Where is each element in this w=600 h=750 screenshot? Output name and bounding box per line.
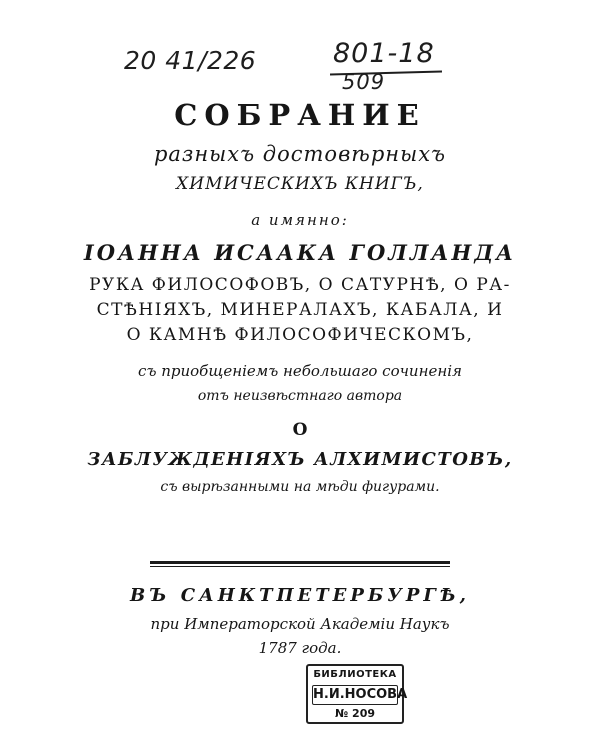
subtitle-line-1: разныхъ достовѣрныхъ	[153, 142, 447, 166]
namely-label: а имянно:	[251, 211, 349, 229]
subtitle-line-2: ХИМИЧЕСКИХЪ КНИГЪ,	[176, 174, 424, 194]
double-rule-thin	[150, 566, 450, 567]
handwritten-shelfmark-left: 20 41/226	[124, 46, 257, 75]
figures-line: съ вырѣзанными на мѣди фигурами.	[160, 479, 440, 495]
double-rule-thick	[150, 561, 450, 564]
stamp-owner-name: Н.И.НОСОВА	[312, 685, 398, 705]
author-name: ІОАННА ИСААКА ГОЛЛАНДА	[83, 240, 517, 265]
main-title: СОБРАНИЕ	[174, 98, 426, 132]
library-stamp	[306, 664, 408, 724]
stamp-number: № 209	[334, 707, 376, 720]
works-line-2: СТѢНІЯХЪ, МИНЕРАЛАХЪ, КАБАЛА, И	[96, 300, 504, 320]
appendix-line-1: съ приобщеніемъ небольшаго сочиненія	[138, 362, 462, 380]
preposition-o: О	[292, 420, 308, 440]
imprint-city: ВЪ САНКТПЕТЕРБУРГѢ,	[130, 585, 470, 606]
works-line-3: О КАМНѢ ФИЛОСОФИЧЕСКОМЪ,	[126, 325, 474, 345]
imprint-year: 1787 года.	[258, 639, 342, 657]
stamp-library-label: БИБЛИОТЕКА	[313, 669, 397, 680]
handwritten-shelfmark-right: 801-18	[333, 38, 435, 69]
handwritten-shelfmark-below: 509	[342, 70, 386, 94]
errors-line: ЗАБЛУЖДЕНІЯХЪ АЛХИМИСТОВЪ,	[87, 449, 513, 470]
imprint-press: при Императорской Академіи Наукъ	[150, 615, 450, 633]
appendix-line-2: отъ неизвѣстнаго автора	[197, 388, 403, 404]
works-line-1: РУКА ФИЛОСОФОВЪ, О САТУРНѢ, О РА-	[89, 275, 511, 295]
